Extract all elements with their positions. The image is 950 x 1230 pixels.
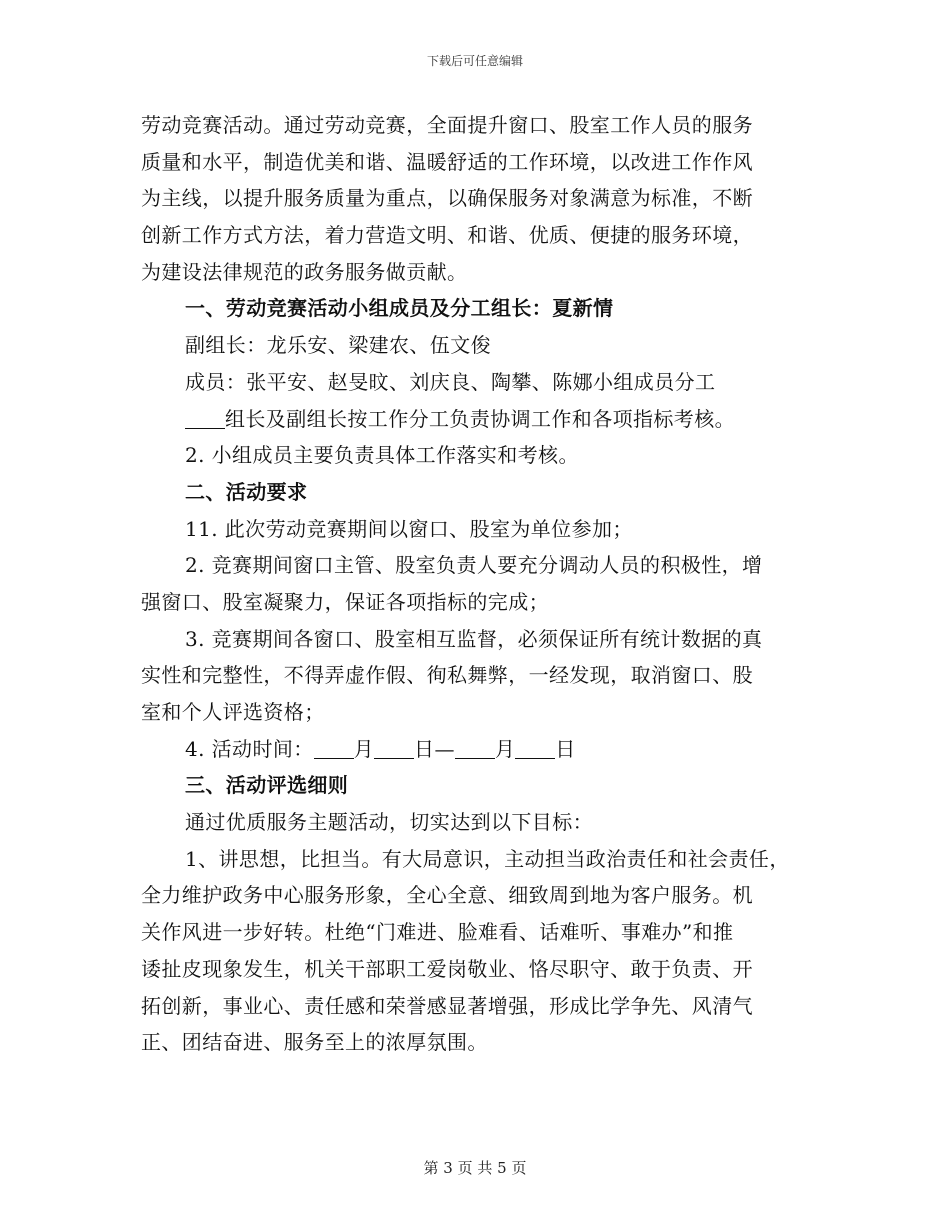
activity-time [141,731,831,768]
requirement-3-cont: 实性和完整性，不得弄虚作假、徇私舞弊，一经发现，取消窗口、股 [141,663,753,688]
section-heading: 一、劳动竞赛活动小组成员及分工组长：夏新情 [185,296,614,321]
duty-line-2: 2. 小组成员主要负责具体工作落实和考核。 [185,443,579,468]
section-heading: 三、活动评选细则 [185,773,349,798]
requirement-3-cont: 室和个人评选资格； [141,700,325,724]
fill-in-blank [185,408,225,429]
section-lead: 通过优质服务主题活动，切实达到以下目标： [185,810,593,835]
goal-line: 全力维护政务中心服务形象，全心全意、细致周到地为客户服务。机 [141,883,753,908]
duty-line-1 [141,401,831,438]
activity-time-label: 4. 活动时间： [185,736,314,761]
paragraph-line: 劳动竞赛活动。通过劳动竞赛，全面提升窗口、股室工作人员的服务 [141,113,753,137]
fill-in-blank [515,738,555,759]
fill-in-blank [314,738,354,759]
section-heading: 二、活动要求 [185,479,308,504]
month-label: 月 [494,736,516,761]
goal-line: 拓创新，事业心、责任感和荣誉感显著增强，形成比学争先、风清气 [141,993,753,1018]
goal-line: 诿扯皮现象发生，机关干部职工爱岗敬业、恪尽职守、敢于负责、开 [141,956,753,981]
requirement-2: 2. 竞赛期间窗口主管、股室负责人要充分调动人员的积极性，增 [185,553,763,578]
page-number: 第 3 页 共 5 页 [423,1159,527,1177]
members-line: 成员：张平安、赵旻旼、刘庆良、陶攀、陈娜小组成员分工 [185,369,716,394]
day-label: 日 [555,736,576,761]
paragraph-line: 创新工作方式方法，着力营造文明、和谐、优质、便捷的服务环境， [141,223,753,248]
document-body [141,107,831,1061]
paragraph-line: 质量和水平，制造优美和谐、温暖舒适的工作环境，以改进工作作风 [141,149,753,174]
duty-text: 组长及副组长按工作分工负责协调工作和各项指标考核。 [225,406,735,431]
paragraph-line: 为主线，以提升服务质量为重点，以确保服务对象满意为标准，不断 [141,186,753,211]
day-dash-label: 日— [414,736,455,761]
fill-in-blank [455,738,495,759]
page-header: 下载后可任意编辑 [426,54,523,68]
paragraph-line: 为建设法律规范的政务服务做贡献。 [141,259,468,284]
requirement-3: 3. 竞赛期间各窗口、股室相互监督，必须保证所有统计数据的真 [185,626,763,651]
goal-line: 正、团结奋进、服务至上的浓厚氛围。 [141,1030,488,1055]
month-label: 月 [353,736,375,761]
requirement-1: 11. 此次劳动竞赛期间以窗口、股室为单位参加； [185,516,633,541]
goal-line: 1、讲思想，比担当。有大局意识，主动担当政治责任和社会责任， [185,846,790,871]
deputy-leaders: 副组长：龙乐安、梁建农、伍文俊 [185,333,491,358]
fill-in-blank [374,738,414,759]
goal-line: 关作风进一步好转。杜绝“门难进、脸难看、话难听、事难办”和推 [141,920,734,945]
requirement-2-cont: 强窗口、股室凝聚力，保证各项指标的完成； [141,589,549,614]
